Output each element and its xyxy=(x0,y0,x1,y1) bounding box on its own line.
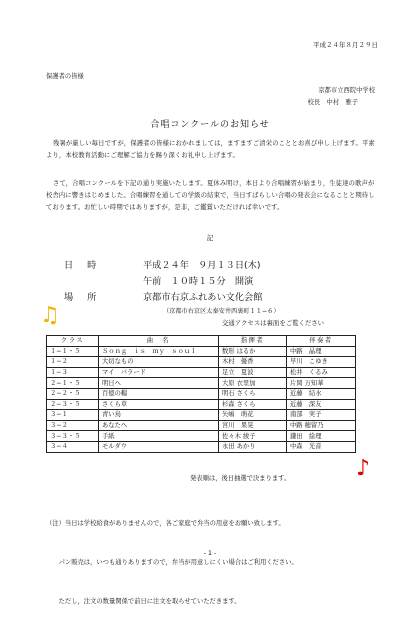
cell-song: マイ バラード xyxy=(99,367,219,378)
header-song: 曲 名 xyxy=(99,336,219,347)
table-row xyxy=(47,399,356,410)
cell-accompanist: 中路 穂留乃 xyxy=(287,420,356,431)
cell-class: ３−１ xyxy=(47,410,99,421)
cell-class: ３−４ xyxy=(47,441,99,452)
access-note: 交通アクセスは裏面をご覧ください xyxy=(222,319,325,327)
cell-conductor: 宮川 果晃 xyxy=(219,420,287,431)
cell-conductor: 杉森 さくら xyxy=(219,399,287,410)
cell-accompanist: 南部 実子 xyxy=(287,410,356,421)
cell-class: ３−３・５ xyxy=(47,431,99,442)
cell-conductor: 大原 衣里加 xyxy=(219,378,287,389)
cell-class: １−２ xyxy=(47,357,99,368)
cell-accompanist: 近藤 深友 xyxy=(287,399,356,410)
page-number: - 1 - xyxy=(203,550,217,557)
cell-song: 大切なもの xyxy=(99,357,219,368)
table-row xyxy=(47,441,356,452)
document-title: 合唱コンクールのお知らせ xyxy=(150,120,270,130)
greeting-paragraph: 残暑が厳しい毎日ですが，保護者の皆様におかれましては，ますますご清栄のこととお喜び申し上げます。平素より，本校教育活動にご理解ご協力を賜り深くお礼申し上げます。 xyxy=(46,140,375,160)
cell-conductor: 木村 優香 xyxy=(219,357,287,368)
ki-heading: 記 xyxy=(206,234,214,242)
cell-accompanist: 松井 くるみ xyxy=(287,367,356,378)
cell-accompanist: 片岡 万知華 xyxy=(287,378,356,389)
cell-accompanist: 早川 こゆき xyxy=(287,357,356,368)
note-line: パン販売は，いつも通りありますので，弁当が用意しにくい場合はご利用ください。 xyxy=(46,559,298,566)
document-date: 平成２４年８月２９日 xyxy=(313,41,378,49)
cell-conductor: 明石 さくら xyxy=(219,388,287,399)
table-header-row xyxy=(47,336,356,347)
note-line: ただし，注文の数量関係で前日に注文を取らせていただきます。 xyxy=(46,598,241,605)
cell-class: ２−３・５ xyxy=(47,399,99,410)
cell-song: あなたへ xyxy=(99,420,219,431)
header-conductor: 指揮者 xyxy=(219,336,287,347)
event-place: 京都市右京ふれあい文化会館 xyxy=(143,292,263,303)
cell-accompanist: 中路 晶理 xyxy=(287,346,356,357)
body-paragraph: さて，合唱コンクールを下記の通り実施いたします。夏休み明け，本日より合唱練習が始まり，生徒達の歌声が校舎内に響きはじめました。合唱練習を通しての学級の結束で，当日すばらしい合唱の発表会になることと期待しております。お忙しい時期ではありますが，是非，ご鑑賞いただければ幸いです。 xyxy=(46,180,375,212)
table-row xyxy=(47,346,356,357)
cell-conductor: 永田 あかり xyxy=(219,441,287,452)
table-row xyxy=(47,431,356,442)
note-line: （注）当日は学校給食がありませんので，各ご家庭で弁当の用意をお願い致します。 xyxy=(46,520,285,527)
header-accompanist: 伴奏者 xyxy=(287,336,356,347)
table-row xyxy=(47,367,356,378)
cell-conductor: 佐々木 綾子 xyxy=(219,431,287,442)
cell-conductor: 矢嶋 萌花 xyxy=(219,410,287,421)
cell-accompanist: 近藤 結水 xyxy=(287,388,356,399)
cell-song: モルダウ xyxy=(99,441,219,452)
cell-song: 明日へ xyxy=(99,378,219,389)
table-body xyxy=(47,346,356,452)
school-name: 京都市立西院中学校 xyxy=(318,87,375,94)
cell-song: 青い鳥 xyxy=(99,410,219,421)
music-note-icon: ♪ xyxy=(356,456,371,481)
date-label: 日時 xyxy=(64,260,111,271)
table-row xyxy=(47,420,356,431)
event-date: 平成２４年 ９月１３日(木) xyxy=(143,260,261,271)
cell-song: Ｓｏｎｇ ｉｓ ｍｙ ｓｏｕｌ xyxy=(99,346,219,357)
table-row xyxy=(47,388,356,399)
cell-class: ２−１・５ xyxy=(47,378,99,389)
principal-name: 校長 中村 雅子 xyxy=(307,99,358,106)
cell-conductor: 数形 はるか xyxy=(219,346,287,357)
addressee: 保護者の皆様 xyxy=(46,73,84,80)
choir-table xyxy=(46,335,356,453)
table-row xyxy=(47,378,356,389)
event-time: 午前 １０時１５分 開演 xyxy=(143,276,254,287)
header-class: クラス xyxy=(47,336,99,347)
cell-conductor: 足立 夏波 xyxy=(219,367,287,378)
cell-accompanist: 中森 光音 xyxy=(287,441,356,452)
place-address: （京都市右京区太秦安井西裏町１１−６） xyxy=(163,308,280,315)
cell-accompanist: 鎌田 絵理 xyxy=(287,431,356,442)
table-row xyxy=(47,357,356,368)
cell-class: ３−２ xyxy=(47,420,99,431)
place-label: 場所 xyxy=(64,292,111,303)
cell-class: ２−２・５ xyxy=(47,388,99,399)
cell-song: 手紙 xyxy=(99,431,219,442)
order-footnote: 発表順は，後日抽選で決まります。 xyxy=(190,475,291,482)
music-note-icon: ♫ xyxy=(40,303,60,328)
cell-class: １−３ xyxy=(47,367,99,378)
table-row xyxy=(47,410,356,421)
cell-song: 百億の糧 xyxy=(99,388,219,399)
cell-song: さくら草 xyxy=(99,399,219,410)
cell-class: １−１・５ xyxy=(47,346,99,357)
